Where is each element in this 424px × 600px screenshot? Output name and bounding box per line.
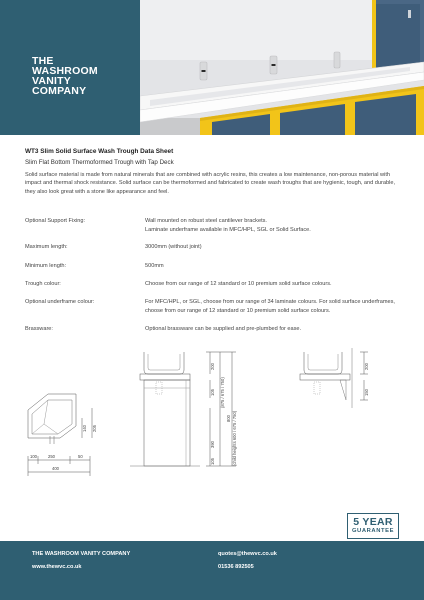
dimension-drawings xyxy=(20,348,410,478)
spec-row-brassware xyxy=(25,325,405,335)
brand-panel xyxy=(0,0,140,135)
side-elevation-underframe-drawing xyxy=(130,352,236,466)
dim-150: 150 xyxy=(364,389,369,396)
dim-400: 400 xyxy=(52,466,59,471)
dim-250: 250 xyxy=(48,454,55,459)
company-logo xyxy=(32,56,98,96)
spec-value: 500mm xyxy=(145,263,164,269)
document-intro xyxy=(25,148,405,196)
spec-value: Optional brassware can be supplied and pre-plumbed for ease. xyxy=(145,326,302,332)
document-subtitle: Slim Flat Bottom Thermoformed Trough with Tap Deck xyxy=(25,159,174,166)
spec-label: Trough colour: xyxy=(25,281,61,287)
logo-line-1: THE xyxy=(32,55,54,67)
dim-205: 205 xyxy=(92,425,97,432)
spec-row-max-length xyxy=(25,243,405,253)
dim-105-lower: 105 xyxy=(210,458,215,465)
guarantee-label: GUARANTEE xyxy=(351,528,395,534)
logo-line-4: COMPANY xyxy=(32,85,87,97)
dim-100: 100 xyxy=(30,454,37,459)
dim-800: 800 xyxy=(226,415,231,422)
spec-label: Optional underframe colour: xyxy=(25,299,95,305)
spec-value-line-1: Wall mounted on robust steel cantilever brackets. xyxy=(145,218,267,224)
footer-website-link[interactable]: www.thewvc.co.uk xyxy=(32,564,82,570)
technical-drawings xyxy=(20,348,410,478)
spec-label: Optional Support Fixing: xyxy=(25,218,86,224)
footer-email-link[interactable]: quotes@thewvc.co.uk xyxy=(218,551,277,557)
dim-200-bracket: 200 xyxy=(364,363,369,370)
spec-label: Minimum length: xyxy=(25,263,67,269)
dim-child-heights: (child heights 600 / 675 / 750) xyxy=(232,410,237,466)
wash-trough-photo-illustration xyxy=(140,0,424,135)
spec-value: 3000mm (without joint) xyxy=(145,244,202,250)
dim-390: 390 xyxy=(210,441,215,448)
isometric-trough-drawing xyxy=(28,394,92,476)
footer-company-name: THE WASHROOM VANITY COMPANY xyxy=(32,551,131,557)
logo-line-3: VANITY xyxy=(32,75,71,87)
spec-row-min-length xyxy=(25,262,405,272)
guarantee-years: 5 YEAR xyxy=(353,516,393,528)
spec-label: Brassware: xyxy=(25,326,53,332)
footer-phone: 01536 892505 xyxy=(218,564,254,570)
side-elevation-bracket-drawing xyxy=(300,348,368,408)
dim-140: 140 xyxy=(82,425,87,432)
guarantee-badge xyxy=(347,513,399,539)
header xyxy=(0,0,424,135)
spec-row-support-fixing xyxy=(25,217,405,237)
product-photo xyxy=(140,0,424,135)
dim-875-675-750: (875 / 675 / 750) xyxy=(220,377,225,408)
intro-paragraph: Solid surface material is made from natural minerals that are combined with acrylic resins, this creates a low maintenance, non-porous material with impact and thermal shock resistance. Solid surface can be thermoformed and fabricated to create wash troughs that are hygienic, tough, and durable, they also look great with a stone like appearance and feel. xyxy=(25,172,396,195)
dim-200-side: 200 xyxy=(210,363,215,370)
spec-row-underframe-colour xyxy=(25,298,405,318)
document-title: WT3 Slim Solid Surface Wash Trough Data Sheet xyxy=(25,148,174,155)
spec-value: For MFC/HPL, or SGL, choose from our range of 34 laminate colours. For solid surface underframes, choose from our range of 12 standard or 10 premium solid surface colours. xyxy=(145,299,395,315)
spec-value: Choose from our range of 12 standard or 10 premium solid surface colours. xyxy=(145,281,332,287)
spec-label: Maximum length: xyxy=(25,244,68,250)
spec-row-trough-colour xyxy=(25,280,405,290)
spec-value-line-2: Laminate underframe available in MFC/HPL, SGL or Solid Surface. xyxy=(145,227,311,234)
logo-line-2: WASHROOM xyxy=(32,65,98,77)
footer xyxy=(0,541,424,600)
dim-105-upper: 105 xyxy=(210,389,215,396)
spec-value xyxy=(145,217,400,236)
dim-50: 50 xyxy=(78,454,83,459)
